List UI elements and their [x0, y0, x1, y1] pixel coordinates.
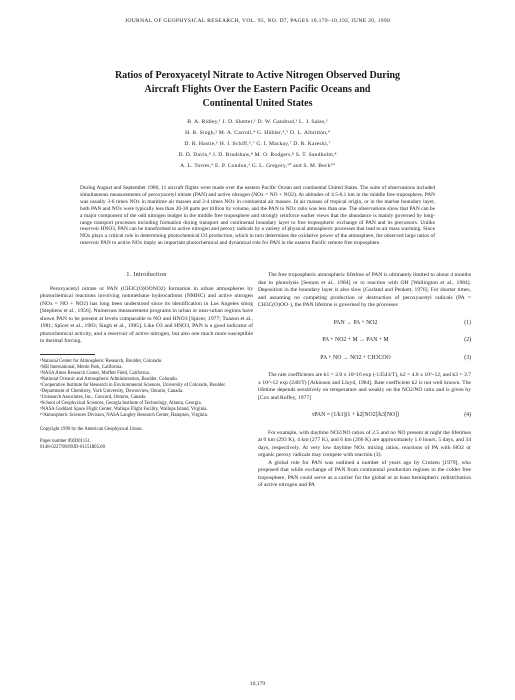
- equation-2-number: (2): [464, 337, 471, 343]
- author-line-5: A. L. Torres,⁹ E. P. Condon,³ G. L. Gregory,¹⁰ and S. M. Beck¹⁰: [180, 163, 335, 169]
- equation-1: [258, 320, 471, 328]
- footnote-3: ³NASA Ames Research Center, Moffett Field, California.: [40, 370, 150, 376]
- equation-4-number: (4): [464, 412, 471, 418]
- equation-3-number: (3): [464, 354, 471, 361]
- section-heading-introduction: 1. Introduction: [126, 272, 167, 278]
- intro-paragraph-1: Peroxyacetyl nitrate or PAN (CH3C(O)OONO2) formation in urban atmospheres by photochemical reactions involving nonmethane hydrocarbons (NMHC) and active nitrogen (NOx = NO + NO2) has long been understood since its identification in Los Angeles smog [Stephens et al., 1956]. Numerous measurement programs in urban or near-urban regions have shown PAN to be present at levels comparable to NO and HNO3 [Spicer, 1977; Tuazon et al., 1981; Spicer et al., 1983; Singh et al., 1985]. Like O3 and HNO3, PAN is a good indicator of photochemical activity, and a reservoir of active nitrogen, but also one much more susceptible to thermal forcing.: [40, 285, 253, 344]
- footnote-9: ⁹NASA Goddard Space Flight Center, Wallops Flight Facility, Wallops Island, Virginia.: [40, 407, 208, 413]
- body-paragraph-global-role: A global role for PAN was outlined a number of years ago by Crutzen [1979], who proposed that while exchange of PAN from continental production regions to the colder free troposphere, PAN could serve as a carrier for the global or at least hemispheric redistribution of active nitrogen and PA: [258, 459, 471, 488]
- footnote-1: ¹National Center for Atmospheric Research, Boulder, Colorado.: [40, 358, 163, 364]
- footnote-divider: [40, 354, 95, 355]
- affiliation-footnotes: [40, 359, 253, 420]
- page-number: 10,179: [249, 681, 266, 687]
- body-paragraph-lifetime: The free tropospheric atmospheric lifetime of PAN is ultimately limited to about 4 months due to photolysis [Senum et al., 1984] or to reaction with OH [Wallington et al., 1984]. Deposition in the boundary layer is also slow [Garland and Penkett, 1976]. For shorter times, and assuming no competing production or destruction of peroxyacetyl radicals (PA = CH3C(O)OO·), the PAN lifetime is governed by the processes: [258, 272, 471, 308]
- article-title: [60, 69, 455, 111]
- author-list: [80, 117, 435, 172]
- title-line-1: Ratios of Peroxyacetyl Nitrate to Active Nitrogen Observed During: [114, 70, 401, 81]
- footnote-4: ⁴National Oceanic and Atmospheric Administration, Boulder, Colorado.: [40, 376, 179, 382]
- equation-1-formula: PAN → PA + NO2: [333, 319, 378, 326]
- title-line-2: Aircraft Flights Over the Eastern Pacific Oceans and: [144, 84, 371, 95]
- equation-2: [258, 337, 471, 345]
- copyright-notice: Copyright 1990 by the American Geophysical Union.: [40, 427, 143, 433]
- footnote-10: ¹⁰Atmospheric Sciences Division, NASA Langley Research Center, Hampton, Virginia.: [40, 413, 208, 419]
- issn-code: 0148-0227/90/89JD-01151$05.00: [40, 444, 105, 450]
- footnote-6: ⁶Department of Chemistry, York University, Downsview, Ontario, Canada.: [40, 388, 184, 394]
- equation-4-formula: τPAN = (1/k1)(1 + k2[NO2]/k3[NO]): [311, 412, 400, 418]
- footnote-5: ⁵Cooperative Institute for Research in Environmental Sciences, University of Colorado, Boulder.: [40, 382, 226, 388]
- equation-2-formula: PA + NO2 + M → PAN + M: [322, 337, 389, 343]
- footnote-7: ⁷Unisearch Associates, Inc., Concord, Ontario, Canada.: [40, 395, 147, 401]
- author-line-1: B. A. Ridley,¹ J. D. Shetter,¹ D. W. Gandrud,¹ L. J. Salas,²: [187, 119, 328, 125]
- left-column: [40, 272, 253, 451]
- equation-1-number: (1): [464, 319, 471, 326]
- paper-identifiers: [40, 439, 253, 451]
- running-header: JOURNAL OF GEOPHYSICAL RESEARCH, VOL. 95, NO. D7, PAGES 10,179–10,192, JUNE 20, 1990: [124, 18, 391, 24]
- equation-3: [258, 355, 471, 363]
- equation-4: [258, 412, 471, 420]
- body-paragraph-rate-coefficients: The rate coefficients are k1 = 2.0 x 10^16 exp (-13543/T), k2 = 4.8 x 10^-12, and k3 = 3.7 x 10^-12 exp (240/T) [Atkinson and Lloyd, 1984]. Rate coefficient k2 is not well known. The lifetime depends sensitively on temperature and weakly on the NO2/NO ratio and is given by [Cox and Roffey, 1977]: [258, 372, 471, 401]
- equation-3-formula: PA + NO → NO2 + CH3COO: [320, 354, 391, 361]
- paper-number: Paper number 89JD01151.: [40, 438, 92, 444]
- body-paragraph-example: For example, with daytime NO2/NO ratios of 2.5 and no NO present at night the lifetimes at 0 km (293 K), 4 km (277 K), and 6 km (266 K) are approximately 1.6 hours, 5 days, and 34 days, respectively. At very low daytime NOx mixing ratios, reactions of PA with HO2 or organic peroxy radicals may compete with reaction (3).: [258, 429, 471, 458]
- author-line-2: H. B. Singh,³ M. A. Carroll,⁴ G. Hübler,⁴,⁵ D. L. Albritton,⁴: [185, 130, 330, 136]
- author-line-4: D. D. Davis,⁸ J. D. Bradshaw,⁸ M. O. Rodgers,⁸ S. T. Sandholm,⁸: [178, 152, 337, 158]
- title-line-3: Continental United States: [202, 98, 313, 109]
- abstract: During August and September 1986, 11 aircraft flights were made over the eastern Pacific Ocean and continental United States. The suite of observations included simultaneous measurements of peroxyacetyl nitrate (PAN) and active nitrogen (NOx = NO + NO2). At altitudes of 4.5-6.1 km in the middle free troposphere, PAN was usually 3-6 times NOx in maritime air masses and 2-4 times NOx in continental air masses. In air masses of tropical origin, or in the marine boundary layer, both PAN and NOx were typically less than 20-30 parts per trillion by volume, and the PAN to NOx ratio was less than one. The observations show that PAN can be a major component of the odd nitrogen budget in the middle free troposphere and strongly reinforce earlier views that the abundance is mainly governed by long-range transport processes including formation during transport and continental boundary layer to free tropospheric exchange of PAN and its precursors. Unlike reservoir HNO3, PAN can be transformed to active nitrogen and peroxy radicals by a variety of physical atmospheric processes that lead to air mass warming. Since NOx plays a critical role in determining photochemical O3 production, which in turn determines the oxidative power of the atmosphere, the observed large ratios of reservoir PAN to active NOx imply an important photochemical and dynamical role for PAN in the eastern Pacific remote free troposphere.: [80, 185, 435, 247]
- footnote-8: ⁸School of Geophysical Sciences, Georgia Institute of Technology, Atlanta, Georgia.: [40, 401, 202, 407]
- right-column: [258, 272, 471, 490]
- footnote-2: ²SRI International, Menlo Park, California.: [40, 364, 123, 370]
- author-line-3: D. R. Hastie,⁶ H. I. Schiff,⁶,⁷ G. I. Mackay,⁷ D. R. Karecki,⁷: [184, 141, 331, 147]
